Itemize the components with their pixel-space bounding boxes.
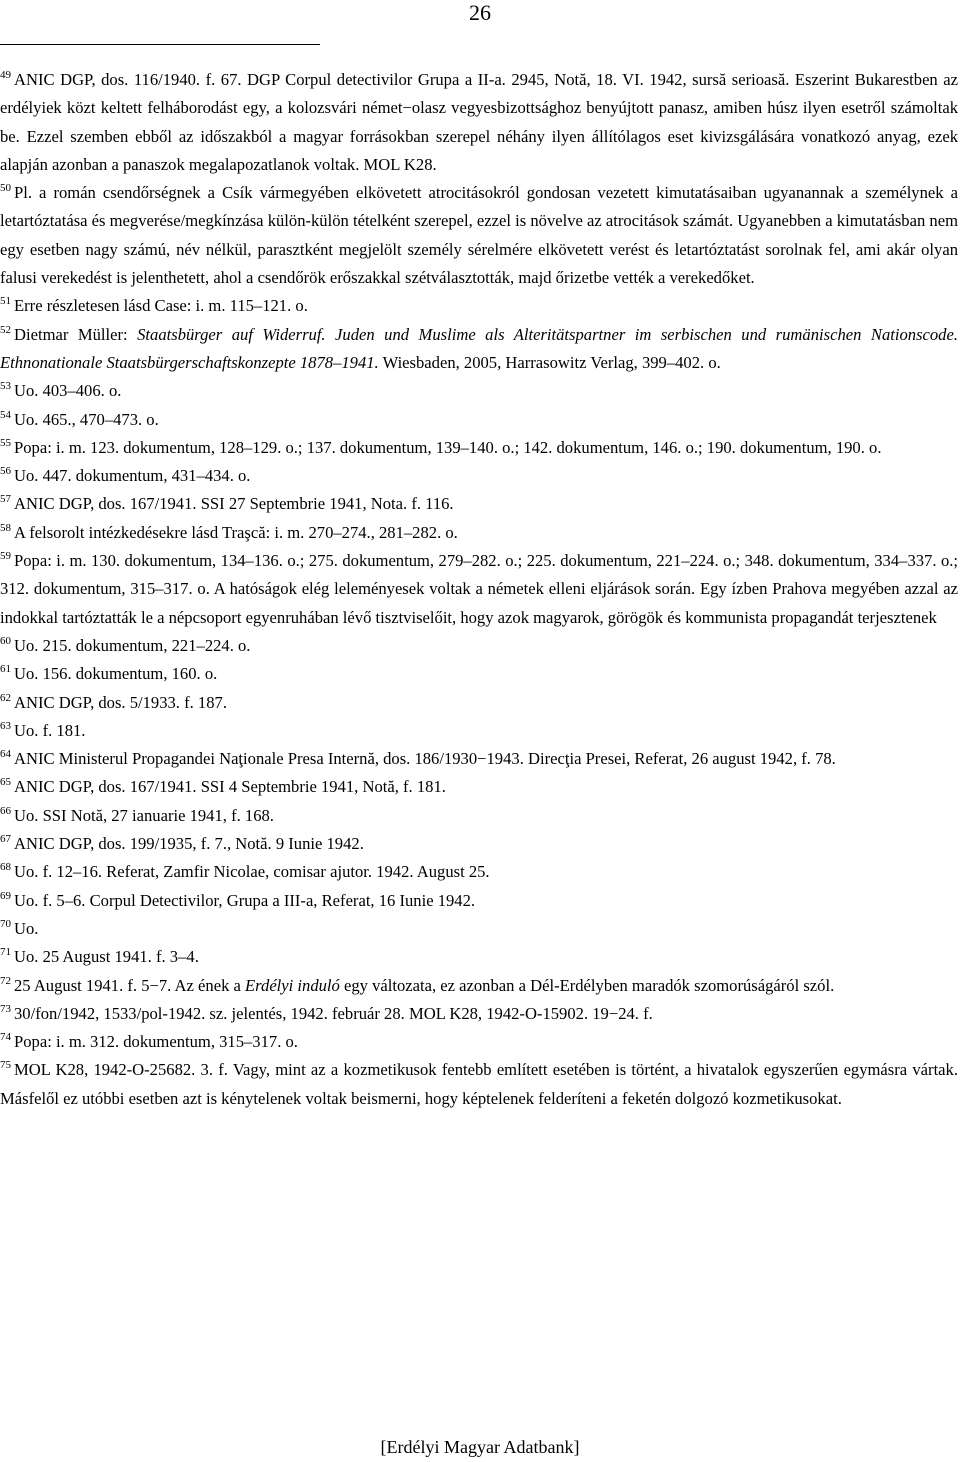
footnote-57 bbox=[0, 490, 958, 518]
footnote-53 bbox=[0, 377, 958, 405]
footnote-text: Uo. 403–406. o. bbox=[14, 381, 122, 401]
footnote-text: ANIC DGP, dos. 116/1940. f. 67. DGP Corpul detectivilor Grupa a II-a. 2945, Notă, 18. VI. 1942, sursă serioasă. Eszerint Bukarestben az erdélyiek közt keltett felháborodást egy, a kolozsvári német−olasz vegyesbizottsághoz benyújtott panasz, amiben húsz ilyen esetről számoltak be. Ezzel szemben ebből az időszakból a magyar forrásokban szerepel néhány ilyen állítólagos eset kivizsgálására vonatkozó anyag, ezek alapján azonban a panaszok megalapozatlanok voltak. MOL K28. bbox=[0, 70, 958, 174]
footnote-number: 67 bbox=[0, 833, 11, 846]
footnote-text: Uo. bbox=[14, 918, 39, 938]
footnote-51 bbox=[0, 292, 958, 320]
footnote-number: 58 bbox=[0, 521, 11, 534]
footnote-number: 61 bbox=[0, 663, 11, 676]
footnote-number: 64 bbox=[0, 748, 11, 761]
footnote-text: 25 August 1941. f. 5−7. Az ének a bbox=[14, 975, 246, 995]
footnote-62 bbox=[0, 689, 958, 717]
footnote-number: 60 bbox=[0, 634, 11, 647]
footnote-49 bbox=[0, 66, 958, 179]
footnote-text: Popa: i. m. 312. dokumentum, 315–317. o. bbox=[14, 1032, 298, 1052]
footnote-number: 49 bbox=[0, 69, 11, 81]
footnote-text: ANIC DGP, dos. 167/1941. SSI 27 Septembrie 1941, Nota. f. 116. bbox=[14, 494, 454, 514]
footnote-number: 50 bbox=[0, 182, 11, 195]
footnote-text: Uo. f. 12–16. Referat, Zamfir Nicolae, comisar ajutor. 1942. August 25. bbox=[14, 862, 490, 882]
footnote-italic-title: Staatsbürger auf Widerruf. Juden und Muslime als Alteritätspartner im serbischen und rumänischen Nationscode. Ethnonationale Staatsbürgerschaftskonzepte 1878–1941. bbox=[0, 324, 958, 372]
footnote-text: ANIC Ministerul Propagandei Naţionale Presa Internă, dos. 186/1930−1943. Direcţia Presei, Referat, 26 august 1942, f. 78. bbox=[14, 749, 836, 769]
footnote-55 bbox=[0, 434, 958, 462]
footnote-text: Uo. f. 181. bbox=[14, 720, 86, 740]
footnote-60 bbox=[0, 632, 958, 660]
footnote-number: 72 bbox=[0, 974, 11, 987]
footnote-65 bbox=[0, 773, 958, 801]
footnotes-list bbox=[0, 66, 958, 1113]
footnote-number: 57 bbox=[0, 493, 11, 506]
footnote-74 bbox=[0, 1028, 958, 1056]
footnote-text: egy változata, ez azonban a Dél-Erdélyben maradók szomorúságáról szól. bbox=[339, 975, 835, 995]
footnote-text: ANIC DGP, dos. 199/1935, f. 7., Notă. 9 Iunie 1942. bbox=[14, 834, 364, 854]
footnote-text: Uo. SSI Notă, 27 ianuarie 1941, f. 168. bbox=[14, 805, 274, 825]
footnote-72 bbox=[0, 972, 958, 1000]
footnote-text: Erre részletesen lásd Case: i. m. 115–121. o. bbox=[14, 296, 308, 316]
footnote-text: Uo. 25 August 1941. f. 3–4. bbox=[14, 947, 199, 967]
footnote-number: 52 bbox=[0, 323, 11, 336]
footnote-70 bbox=[0, 915, 958, 943]
footnote-text: Pl. a román csendőrségnek a Csík vármegyében elkövetett atrocitásokról gondosan vezetett kimutatásaiban ugyanannak a személynek a letartóztatása és megverése/megkínzása külön-külön tételként szerepel, ezzel is növelve az atrocitások számát. Ugyanebben a kimutatásban nem egy esetben nagy számú, név nélkül, parasztként megjelölt személy sérelmére elkövetett verést és letartóztatást sorolnak fel, ami akár olyan falusi verekedést is jelenthetett, ahol a csendőrök erőszakkal szétválasztották, majd őrizetbe vették a verekedőket. bbox=[0, 183, 958, 288]
footnote-text: Uo. 447. dokumentum, 431–434. o. bbox=[14, 466, 251, 486]
page-footer: [Erdélyi Magyar Adatbank] bbox=[380, 1437, 580, 1457]
footnote-number: 54 bbox=[0, 408, 11, 421]
footnote-number: 71 bbox=[0, 946, 11, 959]
footnote-73 bbox=[0, 1000, 958, 1028]
footnote-number: 69 bbox=[0, 889, 11, 902]
footnote-52 bbox=[0, 321, 958, 378]
footnote-75 bbox=[0, 1056, 958, 1113]
footnote-number: 63 bbox=[0, 719, 11, 732]
footnote-50 bbox=[0, 179, 958, 292]
footnote-text: A felsorolt intézkedésekre lásd Traşcă: i. m. 270–274., 281–282. o. bbox=[14, 522, 458, 542]
footnote-number: 75 bbox=[0, 1059, 11, 1072]
footnote-64 bbox=[0, 745, 958, 773]
footnote-number: 53 bbox=[0, 380, 11, 393]
footnote-56 bbox=[0, 462, 958, 490]
footnote-67 bbox=[0, 830, 958, 858]
footnote-68 bbox=[0, 858, 958, 886]
footnote-number: 73 bbox=[0, 1002, 11, 1015]
footnote-number: 68 bbox=[0, 861, 11, 874]
footnote-number: 74 bbox=[0, 1031, 11, 1044]
page-number: 26 bbox=[469, 0, 491, 25]
footnote-text: Popa: i. m. 123. dokumentum, 128–129. o.; 137. dokumentum, 139–140. o.; 142. dokumentum, 146. o.; 190. dokumentum, 190. o. bbox=[14, 437, 882, 457]
footnote-number: 59 bbox=[0, 550, 11, 563]
footnote-number: 66 bbox=[0, 804, 11, 817]
footnote-text: Dietmar Müller: bbox=[14, 324, 138, 344]
footnote-61 bbox=[0, 660, 958, 688]
footnote-text: ANIC DGP, dos. 167/1941. SSI 4 Septembrie 1941, Notă, f. 181. bbox=[14, 777, 446, 797]
footnote-separator-rule bbox=[0, 44, 320, 45]
footnote-number: 56 bbox=[0, 465, 11, 478]
footnote-number: 70 bbox=[0, 917, 11, 930]
footnote-text: Uo. f. 5–6. Corpul Detectivilor, Grupa a III-a, Referat, 16 Iunie 1942. bbox=[14, 890, 476, 910]
footnote-text: ANIC DGP, dos. 5/1933. f. 187. bbox=[14, 692, 227, 712]
footnote-58 bbox=[0, 519, 958, 547]
footnote-text: 30/fon/1942, 1533/pol-1942. sz. jelentés, 1942. február 28. MOL K28, 1942-O-15902. 19−24. f. bbox=[14, 1003, 653, 1023]
footnote-54 bbox=[0, 406, 958, 434]
footnote-69 bbox=[0, 887, 958, 915]
footnote-59 bbox=[0, 547, 958, 632]
footnote-text: Uo. 156. dokumentum, 160. o. bbox=[14, 664, 218, 684]
footnote-number: 65 bbox=[0, 776, 11, 789]
footnote-63 bbox=[0, 717, 958, 745]
footnote-text: Popa: i. m. 130. dokumentum, 134–136. o.; 275. dokumentum, 279–282. o.; 225. dokumentum, 221–224. o.; 348. dokumentum, 334–337. o.; 312. dokumentum, 315–317. o. A hatóságok elég leleményesek voltak a németek elleni eljárások során. Egy ízben Prahova megyében azzal az indokkal tartóztatták le a népcsoport egyenruhában lévő tisztviselőit, hogy azok magyarok, görögök és kommunista propagandát terjesztenek bbox=[0, 551, 958, 627]
footnote-66 bbox=[0, 802, 958, 830]
footnote-text: Uo. 215. dokumentum, 221–224. o. bbox=[14, 635, 251, 655]
footnote-text: Uo. 465., 470–473. o. bbox=[14, 409, 159, 429]
footnote-number: 51 bbox=[0, 295, 11, 308]
footnote-number: 55 bbox=[0, 436, 11, 449]
footnote-71 bbox=[0, 943, 958, 971]
footnote-text: MOL K28, 1942-O-25682. 3. f. Vagy, mint az a kozmetikusok fentebb említett esetében is történt, a hivatalok egyszerűen egymásra vártak. Másfelől ez utóbbi esetben azt is kénytelenek voltak beismerni, hogy képtelenek felderíteni a feketén dolgozó kozmetikusokat. bbox=[0, 1060, 958, 1108]
footnote-italic-title: Erdélyi induló bbox=[245, 975, 340, 995]
footnote-text: Wiesbaden, 2005, Harrasowitz Verlag, 399–402. o. bbox=[378, 352, 721, 372]
footnote-number: 62 bbox=[0, 691, 11, 704]
